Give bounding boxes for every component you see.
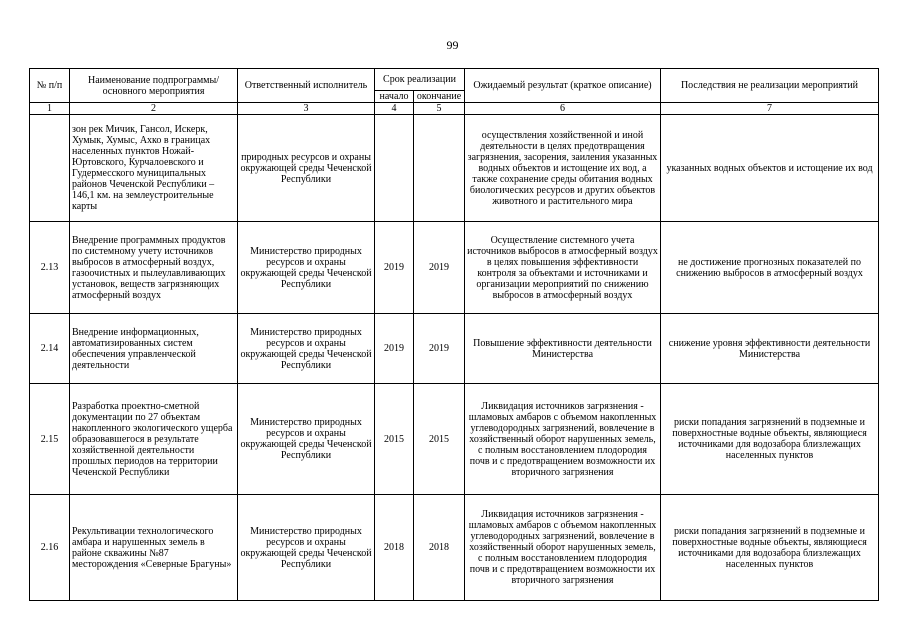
row-number: 2.15 [30, 384, 70, 495]
consequences: снижение уровня эффективности деятельности Министерства [661, 314, 879, 384]
end-year: 2019 [414, 222, 465, 314]
activities-table [29, 68, 879, 601]
header-num: № п/п [30, 69, 70, 103]
header-period: Срок реализации [375, 69, 465, 91]
responsible-executor: природных ресурсов и охраны окружающей среды Чеченской Республики [238, 115, 375, 222]
column-number: 6 [465, 103, 661, 115]
row-number: 2.14 [30, 314, 70, 384]
row-number: 2.13 [30, 222, 70, 314]
end-year: 2018 [414, 495, 465, 601]
start-year: 2019 [375, 222, 414, 314]
table-row [30, 314, 879, 384]
start-year [375, 115, 414, 222]
start-year: 2019 [375, 314, 414, 384]
responsible-executor: Министерство природных ресурсов и охраны окружающей среды Чеченской Республики [238, 314, 375, 384]
header-result: Ожидаемый результат (краткое описание) [465, 69, 661, 103]
activity-name: Рекультивации технологического амбара и нарушенных земель в районе скважины №87 месторождения «Северные Брагуны» [70, 495, 238, 601]
column-number: 5 [414, 103, 465, 115]
table-row [30, 115, 879, 222]
start-year: 2015 [375, 384, 414, 495]
header-end: окончание [414, 91, 465, 103]
column-number: 4 [375, 103, 414, 115]
consequences: указанных водных объектов и истощение их вод [661, 115, 879, 222]
column-number: 3 [238, 103, 375, 115]
end-year: 2015 [414, 384, 465, 495]
column-number: 2 [70, 103, 238, 115]
expected-result: Повышение эффективности деятельности Министерства [465, 314, 661, 384]
table-row [30, 222, 879, 314]
table-row [30, 495, 879, 601]
end-year: 2019 [414, 314, 465, 384]
column-number: 7 [661, 103, 879, 115]
expected-result: Ликвидация источников загрязнения - шламовых амбаров с объемом накопленных углеводородных загрязнений, вовлечение в хозяйственный оборот нарушенных земель, с полным восстановлением плодородия почв и с предотвращением возможности их вторичного загрязнения [465, 495, 661, 601]
row-number: 2.16 [30, 495, 70, 601]
activity-name: зон рек Мичик, Гансол, Искерк, Хумык, Хумыс, Ахко в границах населенных пунктов Ножай-Юртовского, Курчалоевского и Гудермесского муниципальных районов Чеченской Республики – 146,1 км. на землеустроительные карты [70, 115, 238, 222]
header-row [30, 69, 879, 91]
responsible-executor: Министерство природных ресурсов и охраны окружающей среды Чеченской Республики [238, 384, 375, 495]
header-consequences: Последствия не реализации мероприятий [661, 69, 879, 103]
table-row [30, 384, 879, 495]
header-start: начало [375, 91, 414, 103]
activity-name: Разработка проектно-сметной документации по 27 объектам накопленного экологического ущерба образовавшегося в результате хозяйственной деятельности прошлых периодов на территории Чеченской Республики [70, 384, 238, 495]
responsible-executor: Министерство природных ресурсов и охраны окружающей среды Чеченской Республики [238, 495, 375, 601]
activity-name: Внедрение программных продуктов по системному учету источников выбросов в атмосферный воздух, газоочистных и пылеулавливающих установок, веществ загрязняющих атмосферный воздух [70, 222, 238, 314]
expected-result: Осуществление системного учета источников выбросов в атмосферный воздух в целях повышения эффективности контроля за объектами и источниками и организации мероприятий по снижению выбросов в атмосферный воздух [465, 222, 661, 314]
end-year [414, 115, 465, 222]
header-responsible: Ответственный исполнитель [238, 69, 375, 103]
expected-result: Ликвидация источников загрязнения - шламовых амбаров с объемом накопленных углеводородных загрязнений, вовлечение в хозяйственный оборот нарушенных земель, с полным восстановлением плодородия почв и с предотвращением возможности их вторичного загрязнения [465, 384, 661, 495]
header-name: Наименование подпрограммы/ основного мероприятия [70, 69, 238, 103]
page-number: 99 [446, 38, 459, 52]
activity-name: Внедрение информационных, автоматизированных систем обеспечения управленческой деятельности [70, 314, 238, 384]
consequences: риски попадания загрязнений в подземные и поверхностные водные объекты, являющиеся источниками для водозабора близлежащих населенных пунктов [661, 495, 879, 601]
column-number-row [30, 103, 879, 115]
row-number [30, 115, 70, 222]
column-number: 1 [30, 103, 70, 115]
consequences: риски попадания загрязнений в подземные и поверхностные водные объекты, являющиеся источниками для водозабора близлежащих населенных пунктов [661, 384, 879, 495]
consequences: не достижение прогнозных показателей по снижению выбросов в атмосферный воздух [661, 222, 879, 314]
expected-result: осуществления хозяйственной и иной деятельности в целях предотвращения загрязнения, засорения, заиления указанных водных объектов и истощение их вод, а также сохранение среды обитания водных биологических ресурсов и других объектов животного и растительного мира [465, 115, 661, 222]
responsible-executor: Министерство природных ресурсов и охраны окружающей среды Чеченской Республики [238, 222, 375, 314]
start-year: 2018 [375, 495, 414, 601]
